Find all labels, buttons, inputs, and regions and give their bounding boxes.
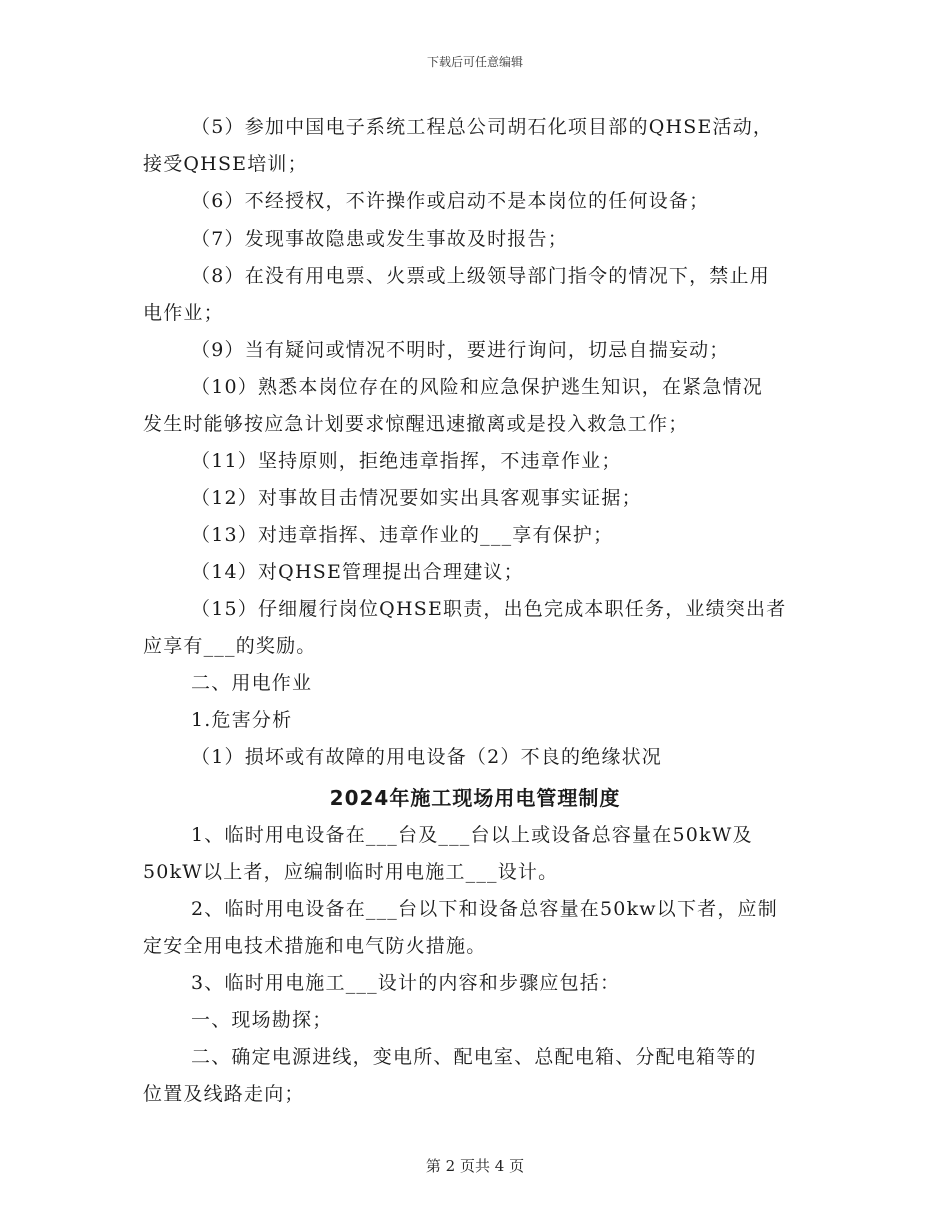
paragraph-line: （1）损坏或有故障的用电设备（2）不良的绝缘状况 [191,746,662,768]
paragraph-line: 1、临时用电设备在___台及___台以上或设备总容量在50kW及 [191,824,753,846]
paragraph-line: （5）参加中国电子系统工程总公司胡石化项目部的QHSE活动， [191,116,774,138]
paragraph-line: （6）不经授权，不许操作或启动不是本岗位的任何设备； [191,190,710,212]
page-footer: 第 2 页共 4 页 [425,1157,525,1175]
paragraph-line: （12）对事故目击情况要如实出具客观事实证据； [191,487,642,509]
section-heading: 二、用电作业 [191,672,313,694]
paragraph-line: 应享有___的奖励。 [143,635,317,657]
paragraph-line: 电作业； [143,302,224,324]
paragraph-line: 发生时能够按应急计划要求惊醒迅速撤离或是投入救急工作； [143,413,689,435]
document-title: 2024年施工现场用电管理制度 [329,786,621,810]
paragraph-line: 定安全用电技术措施和电气防火措施。 [143,935,487,957]
subsection-heading: 1.危害分析 [191,709,293,731]
paragraph-line: （14）对QHSE管理提出合理建议； [191,561,524,583]
paragraph-line: 二、确定电源进线，变电所、配电室、总配电箱、分配电箱等的 [191,1046,757,1068]
paragraph-line: 50kW以上者，应编制临时用电施工___设计。 [143,861,559,883]
paragraph-line: （7）发现事故隐患或发生事故及时报告； [191,228,568,250]
paragraph-line: （10）熟悉本岗位存在的风险和应急保护逃生知识，在紧急情况 [191,376,763,398]
paragraph-line: （11）坚持原则，拒绝违章指挥，不违章作业； [191,450,622,472]
paragraph-line: 接受QHSE培训； [143,153,308,175]
page-header: 下载后可任意编辑 [426,55,523,69]
paragraph-line: 2、临时用电设备在___台以下和设备总容量在50kw以下者，应制 [191,898,778,920]
paragraph-line: 一、现场勘探； [191,1009,333,1031]
paragraph-line: 3、临时用电施工___设计的内容和步骤应包括： [191,972,621,994]
paragraph-line: 位置及线路走向； [143,1083,305,1105]
paragraph-line: （15）仔细履行岗位QHSE职责，出色完成本职任务，业绩突出者 [191,598,787,620]
paragraph-line: （9）当有疑问或情况不明时，要进行询问，切忌自揣妄动； [191,339,730,361]
paragraph-line: （8）在没有用电票、火票或上级领导部门指令的情况下，禁止用 [191,265,770,287]
paragraph-line: （13）对违章指挥、违章作业的___享有保护； [191,524,614,546]
